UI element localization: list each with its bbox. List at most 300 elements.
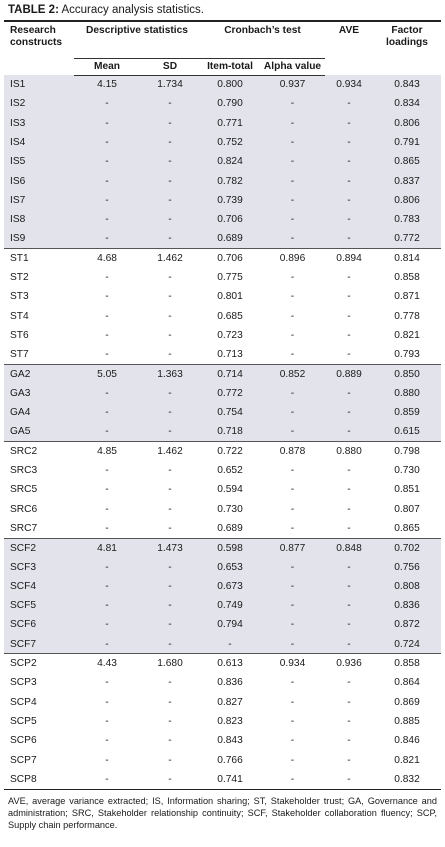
cell-ave: -: [325, 577, 373, 596]
cell-item-total: 0.749: [200, 596, 260, 615]
cell-ave: -: [347, 696, 351, 708]
table-row: [4, 770, 441, 789]
cell-alpha-value: 0.877: [260, 538, 325, 557]
cell-sd: -: [168, 715, 172, 727]
cell-factor-loading: 0.772: [373, 229, 441, 248]
cell-construct: ST2: [10, 272, 29, 284]
cell-construct: ST7: [10, 349, 29, 361]
cell-ave: -: [325, 191, 373, 210]
cell-ave: -: [325, 152, 373, 171]
cell-factor-loading: 0.865: [394, 522, 420, 534]
cell-ave: -: [325, 229, 373, 248]
cell-construct: ST1: [4, 249, 74, 268]
cell-item-total: 0.800: [200, 75, 260, 94]
cell-mean: -: [105, 330, 109, 341]
cell-construct: SCF3: [4, 557, 74, 576]
cell-mean: -: [105, 677, 109, 689]
cell-sd: -: [168, 272, 172, 284]
cell-alpha-value: -: [290, 735, 295, 747]
cell-item-total: 0.689: [217, 522, 243, 534]
cell-alpha-value: -: [290, 291, 295, 303]
cell-construct: IS6: [4, 171, 74, 190]
cell-sd: -: [168, 484, 172, 496]
cell-mean: -: [105, 696, 109, 708]
cell-construct: GA4: [4, 403, 74, 422]
header-sd: SD: [140, 58, 200, 75]
cell-sd: -: [140, 94, 200, 113]
table-row: [4, 750, 441, 769]
cell-sd: -: [168, 677, 172, 689]
cell-ave: -: [347, 735, 351, 747]
cell-sd: -: [168, 773, 172, 785]
cell-item-total: 0.739: [200, 191, 260, 210]
cell-factor-loading: 0.807: [394, 503, 420, 515]
cell-sd: -: [140, 229, 200, 248]
cell-ave: -: [347, 677, 351, 689]
cell-construct: SRC7: [10, 522, 38, 534]
cell-alpha-value: -: [260, 210, 325, 229]
cell-construct: ST3: [10, 291, 29, 303]
cell-alpha-value: 0.878: [260, 442, 325, 461]
table-row: [4, 731, 441, 750]
cell-sd: -: [168, 310, 172, 322]
cell-mean: -: [74, 557, 140, 576]
cell-item-total: 0.775: [217, 272, 243, 284]
cell-construct: IS3: [4, 114, 74, 133]
cell-mean: -: [74, 577, 140, 596]
cell-alpha-value: 0.937: [260, 75, 325, 94]
cell-mean: -: [74, 171, 140, 190]
cell-factor-loading: 0.880: [373, 384, 441, 403]
cell-ave: -: [325, 403, 373, 422]
cell-construct: SCF5: [4, 596, 74, 615]
cell-alpha-value: -: [290, 503, 295, 515]
table-row: [4, 461, 441, 480]
cell-sd: -: [140, 384, 200, 403]
cell-mean: -: [74, 191, 140, 210]
cell-construct: SCF7: [4, 635, 74, 654]
table-row: [4, 442, 441, 461]
cell-alpha-value: -: [260, 171, 325, 190]
cell-factor-loading: 0.832: [394, 773, 420, 785]
cell-sd: 1.363: [140, 364, 200, 383]
cell-mean: -: [74, 229, 140, 248]
cell-alpha-value: -: [260, 229, 325, 248]
cell-ave: -: [347, 503, 351, 515]
cell-factor-loading: 0.869: [394, 696, 420, 708]
cell-mean: 4.81: [74, 538, 140, 557]
cell-item-total: 0.766: [217, 754, 243, 766]
cell-mean: -: [74, 615, 140, 634]
cell-item-total: 0.652: [217, 465, 243, 477]
cell-alpha-value: -: [290, 696, 295, 708]
cell-item-total: 0.689: [200, 229, 260, 248]
cell-ave: -: [325, 384, 373, 403]
cell-factor-loading: 0.793: [394, 349, 420, 361]
cell-factor-loading: 0.730: [394, 465, 420, 477]
cell-alpha-value: -: [290, 484, 295, 496]
cell-construct: ST6: [10, 330, 29, 341]
cell-factor-loading: 0.872: [373, 615, 441, 634]
cell-factor-loading: 0.850: [373, 364, 441, 383]
table-row: [4, 654, 441, 673]
cell-alpha-value: -: [290, 754, 295, 766]
cell-factor-loading: 0.843: [373, 75, 441, 94]
cell-item-total: 0.613: [200, 654, 260, 673]
cell-ave: -: [325, 615, 373, 634]
cell-mean: -: [74, 210, 140, 229]
cell-construct: SRC2: [4, 442, 74, 461]
cell-factor-loading: 0.783: [373, 210, 441, 229]
cell-mean: 4.43: [74, 654, 140, 673]
cell-factor-loading: 0.724: [373, 635, 441, 654]
cell-ave: -: [347, 272, 351, 284]
cell-mean: -: [74, 94, 140, 113]
cell-mean: -: [74, 422, 140, 441]
cell-alpha-value: -: [260, 577, 325, 596]
cell-sd: 1.462: [140, 249, 200, 268]
cell-item-total: 0.723: [217, 330, 243, 341]
cell-construct: ST4: [10, 310, 29, 322]
cell-construct: SRC3: [10, 465, 38, 477]
cell-item-total: 0.730: [217, 503, 243, 515]
cell-mean: -: [74, 133, 140, 152]
cell-mean: 4.68: [74, 249, 140, 268]
cell-mean: -: [105, 484, 109, 496]
cell-item-total: 0.771: [200, 114, 260, 133]
cell-sd: -: [140, 114, 200, 133]
table-row: [4, 480, 441, 499]
cell-sd: -: [140, 133, 200, 152]
header-alpha-value: Alpha value: [260, 58, 325, 75]
cell-item-total: 0.836: [217, 677, 243, 689]
cell-factor-loading: 0.821: [394, 754, 420, 766]
header-cronbach-test: Cronbach’s test: [200, 22, 325, 58]
cell-construct: IS9: [4, 229, 74, 248]
cell-sd: -: [140, 422, 200, 441]
table-row: [4, 500, 441, 519]
cell-ave: -: [325, 94, 373, 113]
cell-sd: -: [140, 635, 200, 654]
table-row: [4, 596, 441, 615]
cell-sd: -: [140, 403, 200, 422]
cell-mean: -: [105, 291, 109, 303]
cell-ave: -: [347, 773, 351, 785]
cell-sd: -: [168, 330, 172, 341]
cell-construct: IS7: [4, 191, 74, 210]
cell-ave: -: [347, 330, 351, 341]
cell-sd: -: [168, 291, 172, 303]
cell-ave: -: [347, 715, 351, 727]
cell-item-total: 0.706: [200, 249, 260, 268]
cell-construct: IS5: [4, 152, 74, 171]
cell-ave: -: [325, 210, 373, 229]
cell-ave: -: [347, 484, 351, 496]
cell-factor-loading: 0.834: [373, 94, 441, 113]
cell-sd: -: [140, 210, 200, 229]
cell-construct: GA2: [4, 364, 74, 383]
cell-item-total: 0.752: [200, 133, 260, 152]
cell-mean: -: [105, 465, 109, 477]
cell-factor-loading: 0.798: [373, 442, 441, 461]
cell-construct: SCP8: [10, 773, 37, 785]
cell-mean: -: [105, 754, 109, 766]
cell-factor-loading: 0.885: [394, 715, 420, 727]
header-item-total: Item-total: [200, 58, 260, 75]
header-descriptive-statistics: Descriptive statistics: [74, 22, 200, 58]
cell-ave: -: [347, 465, 351, 477]
cell-sd: -: [140, 152, 200, 171]
cell-item-total: 0.722: [200, 442, 260, 461]
cell-alpha-value: -: [260, 133, 325, 152]
cell-factor-loading: 0.846: [394, 735, 420, 747]
table-row: [4, 114, 441, 133]
table-row: [4, 557, 441, 576]
cell-construct: IS2: [4, 94, 74, 113]
cell-ave: 0.894: [325, 249, 373, 268]
table-row: [4, 673, 441, 692]
cell-construct: GA5: [4, 422, 74, 441]
cell-construct: SCP4: [10, 696, 37, 708]
table-row: [4, 75, 441, 94]
cell-mean: -: [105, 349, 109, 361]
cell-mean: -: [74, 384, 140, 403]
cell-mean: -: [74, 403, 140, 422]
table-row: [4, 152, 441, 171]
cell-mean: 4.85: [74, 442, 140, 461]
cell-mean: -: [105, 522, 109, 534]
table-row: [4, 693, 441, 712]
cell-ave: 0.880: [325, 442, 373, 461]
cell-alpha-value: -: [260, 191, 325, 210]
cell-factor-loading: 0.808: [373, 577, 441, 596]
cell-alpha-value: -: [260, 596, 325, 615]
cell-sd: -: [140, 577, 200, 596]
cell-ave: -: [325, 422, 373, 441]
cell-factor-loading: 0.851: [394, 484, 420, 496]
cell-construct: SCP5: [10, 715, 37, 727]
table-row: [4, 268, 441, 287]
cell-factor-loading: 0.864: [394, 677, 420, 689]
cell-factor-loading: 0.836: [373, 596, 441, 615]
cell-mean: -: [74, 152, 140, 171]
table-row: [4, 345, 441, 364]
cell-ave: -: [347, 754, 351, 766]
cell-sd: -: [140, 615, 200, 634]
cell-factor-loading: 0.821: [394, 330, 420, 341]
cell-item-total: -: [200, 635, 260, 654]
table-row: [4, 210, 441, 229]
cell-mean: -: [105, 715, 109, 727]
cell-construct: GA3: [4, 384, 74, 403]
cell-item-total: 0.653: [200, 557, 260, 576]
header-mean: Mean: [74, 58, 140, 75]
cell-factor-loading: 0.858: [394, 272, 420, 284]
cell-ave: -: [325, 133, 373, 152]
cell-ave: 0.934: [325, 75, 373, 94]
cell-mean: -: [105, 272, 109, 284]
cell-item-total: 0.782: [200, 171, 260, 190]
cell-item-total: 0.794: [200, 615, 260, 634]
table-body: [4, 75, 441, 789]
cell-mean: -: [105, 503, 109, 515]
table-row: [4, 287, 441, 306]
cell-factor-loading: 0.756: [373, 557, 441, 576]
cell-sd: -: [168, 503, 172, 515]
table-row: [4, 229, 441, 248]
cell-sd: -: [168, 522, 172, 534]
cell-mean: 5.05: [74, 364, 140, 383]
cell-ave: -: [325, 557, 373, 576]
cell-construct: SRC5: [10, 484, 38, 496]
cell-sd: -: [140, 557, 200, 576]
cell-alpha-value: -: [260, 384, 325, 403]
cell-item-total: 0.790: [200, 94, 260, 113]
table-footnote: AVE, average variance extracted; IS, Information sharing; ST, Stakeholder trust; GA, Governance and administration; SRC, Stakeholder relationship continuity; SCF, Stakeholder collaboration fluency; SCP, Supply chain performance.: [8, 795, 437, 830]
table-row: [4, 171, 441, 190]
cell-alpha-value: -: [290, 330, 295, 341]
cell-construct: IS8: [4, 210, 74, 229]
table-caption: [4, 0, 441, 20]
table-row: [4, 519, 441, 538]
cell-alpha-value: -: [290, 272, 295, 284]
table-row: [4, 615, 441, 634]
cell-alpha-value: 0.896: [260, 249, 325, 268]
cell-ave: -: [325, 596, 373, 615]
table-row: [4, 403, 441, 422]
table-row: [4, 364, 441, 383]
cell-factor-loading: 0.871: [394, 291, 420, 303]
cell-mean: -: [74, 114, 140, 133]
table-row: [4, 577, 441, 596]
cell-ave: -: [347, 291, 351, 303]
cell-item-total: 0.594: [217, 484, 243, 496]
cell-item-total: 0.673: [200, 577, 260, 596]
table-row: [4, 635, 441, 654]
cell-item-total: 0.772: [200, 384, 260, 403]
cell-factor-loading: 0.806: [373, 191, 441, 210]
cell-sd: -: [168, 754, 172, 766]
header-factor-loadings: Factor loadings: [386, 25, 428, 48]
cell-construct: SCP3: [10, 677, 37, 689]
cell-alpha-value: -: [290, 465, 295, 477]
cell-construct: SCP6: [10, 735, 37, 747]
cell-alpha-value: -: [290, 522, 295, 534]
cell-item-total: 0.741: [217, 773, 243, 785]
cell-item-total: 0.824: [200, 152, 260, 171]
cell-factor-loading: 0.865: [373, 152, 441, 171]
cell-factor-loading: 0.814: [373, 249, 441, 268]
table-row: [4, 191, 441, 210]
cell-alpha-value: -: [290, 715, 295, 727]
cell-ave: 0.848: [325, 538, 373, 557]
cell-sd: -: [168, 465, 172, 477]
cell-construct: SCF6: [4, 615, 74, 634]
cell-factor-loading: 0.615: [373, 422, 441, 441]
cell-item-total: 0.801: [217, 291, 243, 303]
cell-alpha-value: -: [260, 152, 325, 171]
cell-construct: SRC6: [10, 503, 38, 515]
cell-construct: SCP2: [4, 654, 74, 673]
cell-alpha-value: -: [290, 349, 295, 361]
cell-sd: 1.680: [140, 654, 200, 673]
cell-alpha-value: -: [260, 114, 325, 133]
cell-factor-loading: 0.791: [373, 133, 441, 152]
cell-item-total: 0.706: [200, 210, 260, 229]
cell-item-total: 0.843: [217, 735, 243, 747]
cell-sd: -: [140, 596, 200, 615]
cell-ave: 0.889: [325, 364, 373, 383]
cell-sd: 1.734: [140, 75, 200, 94]
cell-alpha-value: -: [260, 94, 325, 113]
table-row: [4, 94, 441, 113]
cell-sd: -: [140, 171, 200, 190]
cell-item-total: 0.685: [217, 310, 243, 322]
table-row: [4, 133, 441, 152]
cell-mean: -: [74, 635, 140, 654]
table-row: [4, 712, 441, 731]
cell-item-total: 0.823: [217, 715, 243, 727]
cell-mean: -: [74, 596, 140, 615]
header-row-1: [4, 22, 441, 58]
cell-alpha-value: -: [260, 615, 325, 634]
cell-mean: 4.15: [74, 75, 140, 94]
cell-ave: 0.936: [325, 654, 373, 673]
cell-sd: 1.473: [140, 538, 200, 557]
cell-ave: -: [347, 522, 351, 534]
cell-factor-loading: 0.806: [373, 114, 441, 133]
cell-item-total: 0.714: [200, 364, 260, 383]
cell-construct: SCF2: [4, 538, 74, 557]
table-figure: [4, 0, 441, 831]
table-row: [4, 538, 441, 557]
cell-alpha-value: -: [260, 422, 325, 441]
table-row: [4, 422, 441, 441]
table-row: [4, 307, 441, 326]
cell-sd: -: [168, 696, 172, 708]
header-research-constructs: Research constructs: [10, 25, 63, 48]
cell-ave: -: [347, 349, 351, 361]
table-row: [4, 384, 441, 403]
cell-item-total: 0.827: [217, 696, 243, 708]
cell-mean: -: [105, 735, 109, 747]
cell-alpha-value: -: [290, 773, 295, 785]
cell-construct: IS1: [4, 75, 74, 94]
cell-alpha-value: -: [290, 677, 295, 689]
cell-item-total: 0.598: [200, 538, 260, 557]
cell-mean: -: [105, 310, 109, 322]
cell-construct: SCP7: [10, 754, 37, 766]
cell-alpha-value: 0.934: [260, 654, 325, 673]
cell-sd: 1.462: [140, 442, 200, 461]
cell-alpha-value: -: [290, 310, 295, 322]
cell-sd: -: [140, 191, 200, 210]
table-row: [4, 326, 441, 345]
cell-construct: SCF4: [4, 577, 74, 596]
caption-text: Accuracy analysis statistics.: [61, 4, 204, 16]
cell-construct: IS4: [4, 133, 74, 152]
cell-ave: -: [347, 310, 351, 322]
accuracy-table: [4, 22, 441, 789]
cell-alpha-value: -: [260, 557, 325, 576]
cell-factor-loading: 0.778: [394, 310, 420, 322]
header-ave: AVE: [338, 25, 360, 36]
cell-factor-loading: 0.859: [373, 403, 441, 422]
cell-alpha-value: -: [260, 403, 325, 422]
cell-item-total: 0.713: [217, 349, 243, 361]
cell-factor-loading: 0.858: [373, 654, 441, 673]
cell-item-total: 0.718: [200, 422, 260, 441]
